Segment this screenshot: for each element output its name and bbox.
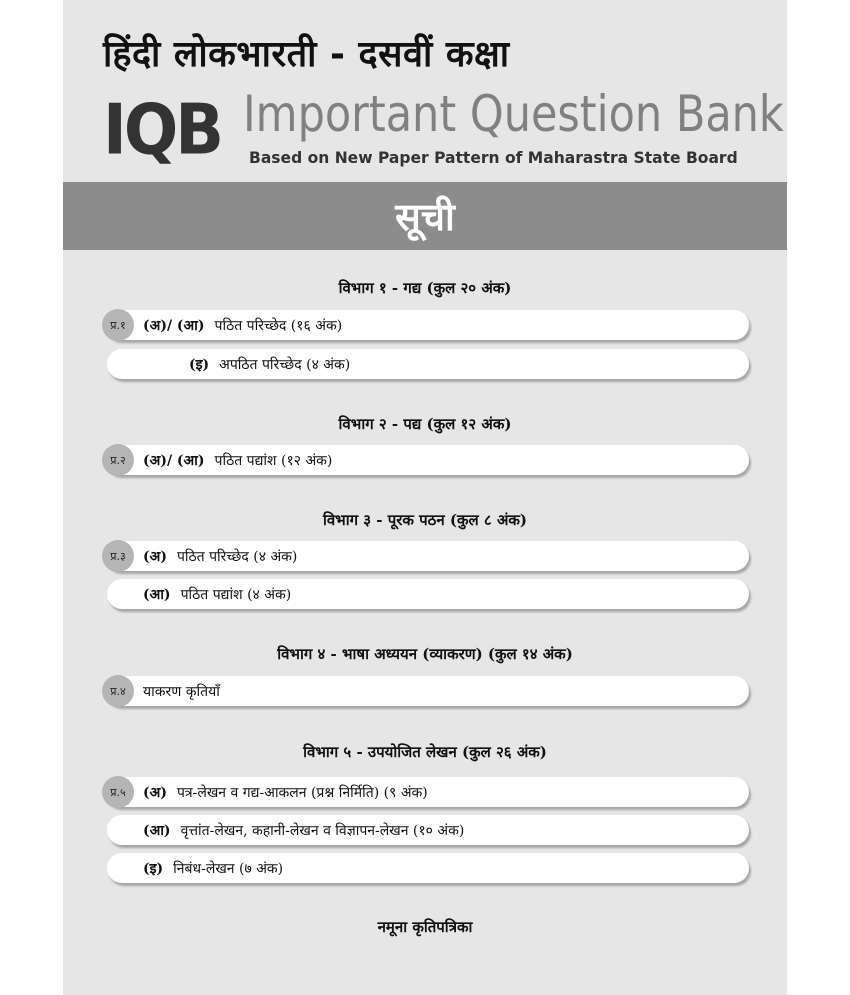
row-text: याकरण कृतियाँ (143, 683, 220, 700)
toc-row[interactable] (105, 310, 749, 340)
toc-row[interactable] (107, 349, 749, 379)
toc-row[interactable] (105, 541, 749, 571)
row-part: (अ) (143, 784, 167, 801)
iqb-full-title: Important Question Bank (243, 85, 784, 143)
row-text: पत्र-लेखन व गद्य-आकलन (प्रश्न निर्मिति) (९ अंक) (176, 784, 428, 801)
row-text: अपठित परिच्छेद (४ अंक) (219, 356, 351, 373)
row-text: पठित परिच्छेद (१६ अंक) (214, 317, 343, 334)
row-text: पठित पद्यांश (१२ अंक) (214, 452, 333, 469)
row-part: (आ) (143, 586, 171, 603)
row-part: (अ)/ (आ) (143, 452, 205, 469)
section-heading-1: विभाग १ - गद्य (कुल २० अंक) (338, 279, 512, 297)
row-part: (आ) (143, 822, 171, 839)
section-heading-5: विभाग ५ - उपयोजित लेखन (कुल २६ अंक) (303, 743, 547, 761)
iqb-logo: IQB (103, 90, 221, 171)
row-text: निबंध-लेखन (७ अंक) (173, 860, 284, 877)
question-badge: प्र.१ (102, 309, 134, 341)
question-badge: प्र.३ (102, 540, 134, 572)
toc-row[interactable] (107, 853, 749, 883)
document-page (63, 0, 787, 995)
toc-row[interactable] (105, 445, 749, 475)
hindi-title: हिंदी लोकभारती - दसवीं कक्षा (103, 34, 510, 75)
sample-paper-label[interactable]: नमूना कृतिपत्रिका (377, 918, 473, 936)
question-badge: प्र.४ (102, 675, 134, 707)
row-part: (इ) (189, 356, 210, 373)
contents-banner (63, 182, 787, 250)
toc-row[interactable] (107, 579, 749, 609)
row-text: पठित परिच्छेद (४ अंक) (176, 548, 298, 565)
row-text: पठित पद्यांश (४ अंक) (180, 586, 292, 603)
toc-row[interactable] (105, 676, 749, 706)
row-text: वृत्तांत-लेखन, कहानी-लेखन व विज्ञापन-लेखन (१० अंक) (180, 822, 465, 839)
contents-title: सूची (395, 194, 455, 239)
question-badge: प्र.२ (102, 444, 134, 476)
question-badge: प्र.५ (102, 776, 134, 808)
section-heading-4: विभाग ४ - भाषा अध्ययन (व्याकरण) (कुल १४ अंक) (277, 645, 573, 663)
row-part: (अ) (143, 548, 167, 565)
section-heading-3: विभाग ३ - पूरक पठन (कुल ८ अंक) (322, 511, 528, 529)
toc-row[interactable] (107, 815, 749, 845)
toc-row[interactable] (105, 777, 749, 807)
row-part: (अ)/ (आ) (143, 317, 205, 334)
section-heading-2: विभाग २ - पद्य (कुल १२ अंक) (338, 415, 512, 433)
row-part: (इ) (143, 860, 164, 877)
iqb-subtitle: Based on New Paper Pattern of Maharastra State Board (249, 148, 738, 167)
